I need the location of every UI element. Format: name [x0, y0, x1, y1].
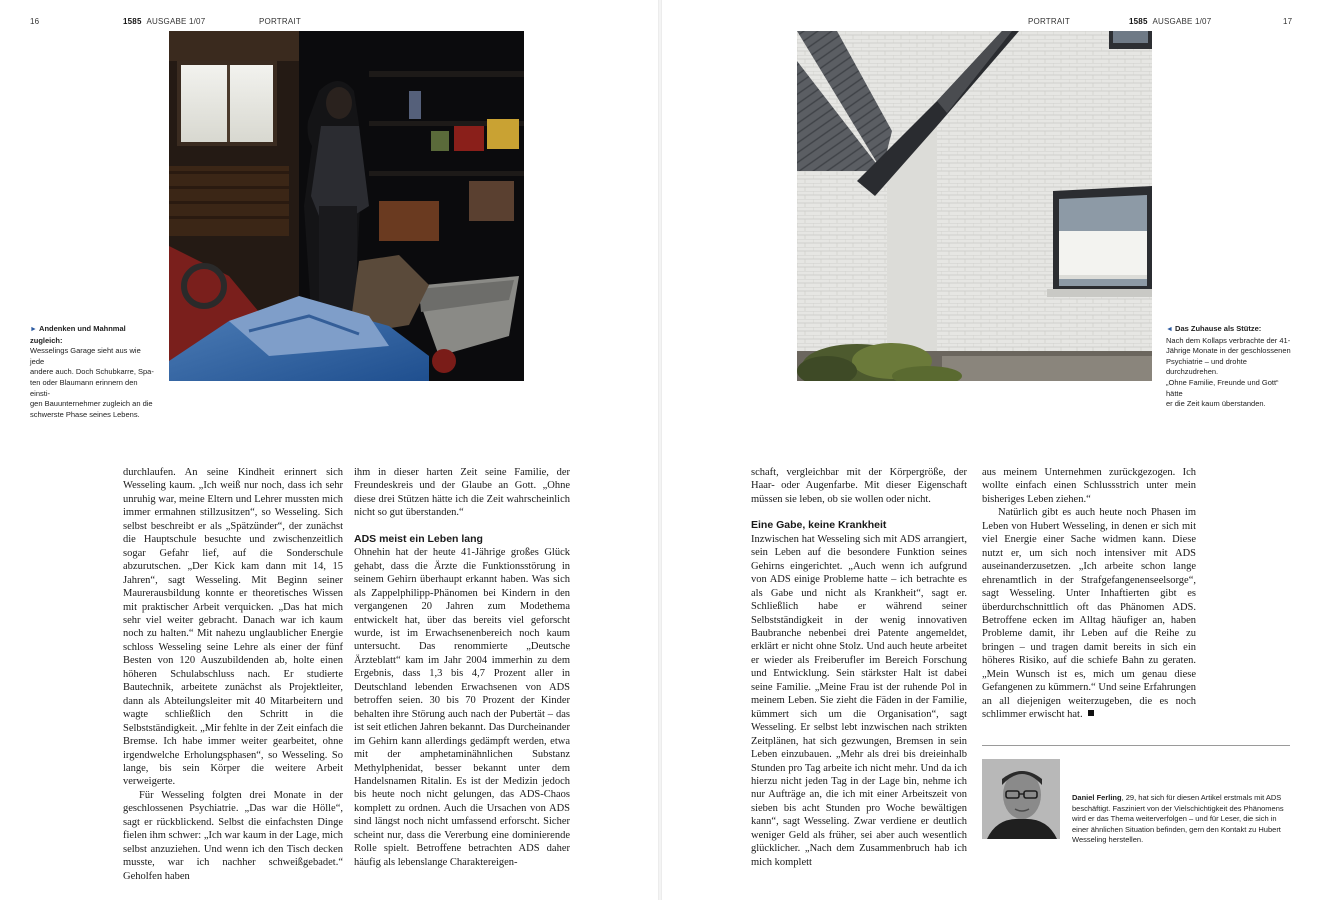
- page-gutter: [658, 0, 662, 900]
- author-bio: [1072, 793, 1290, 846]
- right-page-number: 17: [1283, 17, 1293, 26]
- article-column-4: [982, 466, 1196, 722]
- body-paragraph: Für Wesseling folgten drei Monate in der geschlossenen Psychiatrie. „Das war die Hölle“, sagt er rückblickend. Selbst die einfachsten Dinge fielen ihm schwer: „Ich war kaum in der Lage, mich selbst anzuziehen. Und wenn ich den Tisch decken musste, war ich nachher schweißgebadet.“ Geholfen haben: [123, 789, 343, 882]
- body-paragraph: schaft, vergleichbar mit der Körpergröße, der Haar- oder Augenfarbe. Mit dieser Eigenschaft müssen sie leben, ob sie wollen oder nicht.: [751, 467, 967, 505]
- body-paragraph: aus meinem Unternehmen zurückgezogen. Ich wollte einfach einen Schlussstrich unter mein bisheriges Leben ziehen.“: [982, 467, 1196, 505]
- left-caption-title: Andenken und Mahnmal zugleich:: [30, 324, 126, 345]
- left-photo-caption: [30, 324, 155, 420]
- left-section-label: PORTRAIT: [259, 17, 301, 26]
- right-caption-title: Das Zuhause als Stütze:: [1175, 324, 1262, 333]
- left-caption-line: andere auch. Doch Schubkarre, Spa-: [30, 367, 154, 377]
- triangle-left-icon: ◄: [1166, 326, 1173, 333]
- left-issue: [123, 17, 205, 26]
- author-portrait: [982, 759, 1060, 839]
- left-page-number: 16: [30, 17, 40, 26]
- right-caption-line: Nach dem Kollaps verbrachte der 41-: [1166, 335, 1291, 345]
- right-caption-line: „Ohne Familie, Freunde und Gott“ hätte: [1166, 377, 1279, 398]
- body-paragraph: Inzwischen hat Wesseling sich mit ADS arrangiert, sein Leben auf die besondere Funktion seines Gehirns eingerichtet. „Auch wenn ich aufgrund von ADS einige Probleme hatte – ich betrachte es als Gabe und nicht als Krankheit“, sagt er. Schließlich habe er während seiner Selbstständigkeit in der wenig innovativen Baubranche nebenbei drei Patente angemeldet, erklärt er nicht ohne Stolz. Und auch heute arbeitet er wieder als Freiberufler im Bereich Forschung und Entwicklung. Sein stärkster Halt ist dabei seine Familie. „Meine Frau ist der ruhende Pol in meinem Leben. Sie zieht die Fäden in der Familie, kümmert sich um die Organisation“, sagt Wesseling. Er selbst lebt inzwischen nach strikten Zeitplänen, hat sich gezwungen, Bremsen in sein Leben einzubauen. „Mehr als drei bis dreieinhalb Stunden pro Tag arbeite ich nicht mehr. Und da ich hierzu nicht jeden Tag in der Lage bin, nehme ich nur Aufträge an, die ich mit einer Arbeitszeit von sieben bis acht Stunden pro Woche bewältigen kann“, sagt Wesseling. Zwar verdiene er deutlich weniger Geld als früher, sei aber auch wesentlich glücklicher. „Nach dem Zusammenbruch hab ich mich komplett: [751, 533, 967, 868]
- left-caption-line: Wesselings Garage sieht aus wie jede: [30, 346, 141, 366]
- right-issue: [1129, 17, 1211, 26]
- right-caption-line: Psychiatrie – und drohte durchzudrehen.: [1166, 356, 1247, 377]
- author-divider: [982, 745, 1290, 746]
- article-column-2: [354, 466, 570, 869]
- body-paragraph: durchlaufen. An seine Kindheit erinnert sich Wesseling kaum. „Ich weiß nur noch, dass ich sehr unruhig war, meine Eltern und Lehrer mussten mich immer ermahnen stillzusitzen“, so Wesseling. Sich selbst beschreibt er als „Spätzünder“, der zunächst die Hauptschule besuchte und zwischenzeitlich sogar Gefahr lief, auf die Sonderschule abzurutschen. „Der Kick kam dann mit 14, 15 Jahren“, sagt Wesseling. Mit Beginn seiner Maurerausbildung konnte er theoretisches Wissen mit praktischer Arbeit verquicken. „Das hat mich sehr viel weiter gebracht. Danach war ich kaum noch zu halten.“ Mit nahezu unglaublicher Energie schloss Wesseling seine Lehre als einer der fünf Besten von 120 Auszubildenden ab, holte einen höheren Schulabschluss nach. Er studierte Bautechnik, arbeitete zunächst als Projektleiter, dann als Abteilungsleiter mit 40 Mitarbeitern und wagte schließlich den Schritt in die Selbstständigkeit. „Mir fehlte in der Zeit einfach die Bremse. Ich habe immer weiter gearbeitet, ohne irgendwelche Erholungsphasen“, so Wesseling. So lange, bis sein Körper die weitere Arbeit verweigerte.: [123, 467, 343, 788]
- section-heading: ADS meist ein Leben lang: [354, 532, 483, 545]
- left-caption-line: gen Bauunternehmer zugleich an die: [30, 399, 153, 409]
- body-paragraph: ihm in dieser harten Zeit seine Familie, der Freundeskreis und der Glaube an Gott. „Ohne diese drei Stützen hätte ich die Zeit wahrscheinlich nicht so gut überstanden.“: [354, 467, 570, 519]
- body-text: Natürlich gibt es auch heute noch Phasen im Leben von Hubert Wesseling, in denen er sich mit viel Energie einer Sache widmen kann. Diese nutzt er, um sich noch intensiver mit ADS auseinanderzusetzen. „Ich arbeite schon lange ehrenamtlich in der Strafgefangenenseelsorge“, sagt Wesseling. Unter Inhaftierten gibt es überdurchschnittlich oft das Phänomen ADS. Betroffene ecken im Alltag häufiger an, haben Probleme damit, ihr Leben auf die Reihe zu bringen – und tragen damit bereits in sich ein höheres Risiko, auf die schiefe Bahn zu geraten. „Mein Wunsch ist es, mich um genau diese Gefangenen zu kümmern.“ Und seine Erfahrungen an all diejenigen weiterzugeben, die es noch schlimmer erwischt hat.: [982, 507, 1196, 721]
- garage-photo: [169, 31, 524, 381]
- right-issue-label: AUSGABE 1/07: [1152, 17, 1212, 26]
- body-paragraph-last: [982, 506, 1196, 721]
- body-paragraph: Ohnehin hat der heute 41-Jährige großes Glück gehabt, dass die Ärzte die Funktionsstörung in seinem Gehirn überhaupt erkannt haben. Was sich als Zappelphilipp-Phänomen bei Kindern in den vergangenen 20 Jahren zum Modethema entwickelt hat, über das bereits viel geforscht wurde, ist im Erwachsenenbereich noch kaum untersucht. Das renommierte „Deutsche Ärzteblatt“ kam im Jahr 2004 immerhin zu dem Ergebnis, dass 1,3 bis 4,7 Prozent aller in Deutschland lebenden Erwachsenen von ADS betroffen seien. 30 bis 70 Prozent der Kinder behalten ihre Störung auch nach der Pubertät – das ist seit etlichen Jahren bekannt. Das Durcheinander im Gehirn kann allerdings gedämpft werden, etwa mit der amphetaminähnlichen Substanz Methylphenidat, besser bekannt unter dem Handelsnamen Ritalin. Es ist der Medizin jedoch bis heute noch nicht gelungen, das ADS-Chaos komplett zu ordnen. Auch die Ursachen von ADS sind längst noch nicht umfassend erforscht. Sicher scheint nur, dass die Vererbung eine dominierende Rolle spielt. Betroffene betrachten ADS daher häufig als lebenslange Charaktereigen-: [354, 547, 570, 868]
- square-end-icon: [1088, 710, 1094, 716]
- right-caption-line: er die Zeit kaum überstanden.: [1166, 399, 1266, 409]
- left-caption-line: ten oder Blaumann erinnern den einsti-: [30, 377, 138, 398]
- author-bio-text: , 29, hat sich für diesen Artikel erstmals mit ADS beschäftigt. Fasziniert von der Vielschichtigkeit des Phänomens wird er das Thema weiterverfolgen – und für Leser, die sich in einer ähnlichen Situation befinden, gern den Kontakt zu Hubert Wesseling herstellen.: [1072, 793, 1284, 845]
- author-name: Daniel Ferling: [1072, 793, 1122, 802]
- right-issue-number: 1585: [1129, 17, 1148, 26]
- right-section-label: PORTRAIT: [1028, 17, 1070, 26]
- right-caption-line: Jährige Monate in der geschlossenen: [1166, 346, 1291, 356]
- house-photo: [797, 31, 1152, 381]
- section-heading: Eine Gabe, keine Krankheit: [751, 519, 887, 532]
- right-photo-caption: [1166, 324, 1296, 410]
- triangle-right-icon: ►: [30, 326, 37, 333]
- article-column-3: [751, 466, 967, 869]
- left-caption-line: schwerste Phase seines Lebens.: [30, 409, 140, 419]
- left-issue-number: 1585: [123, 17, 142, 26]
- article-column-1: [123, 466, 343, 883]
- left-issue-label: AUSGABE 1/07: [146, 17, 206, 26]
